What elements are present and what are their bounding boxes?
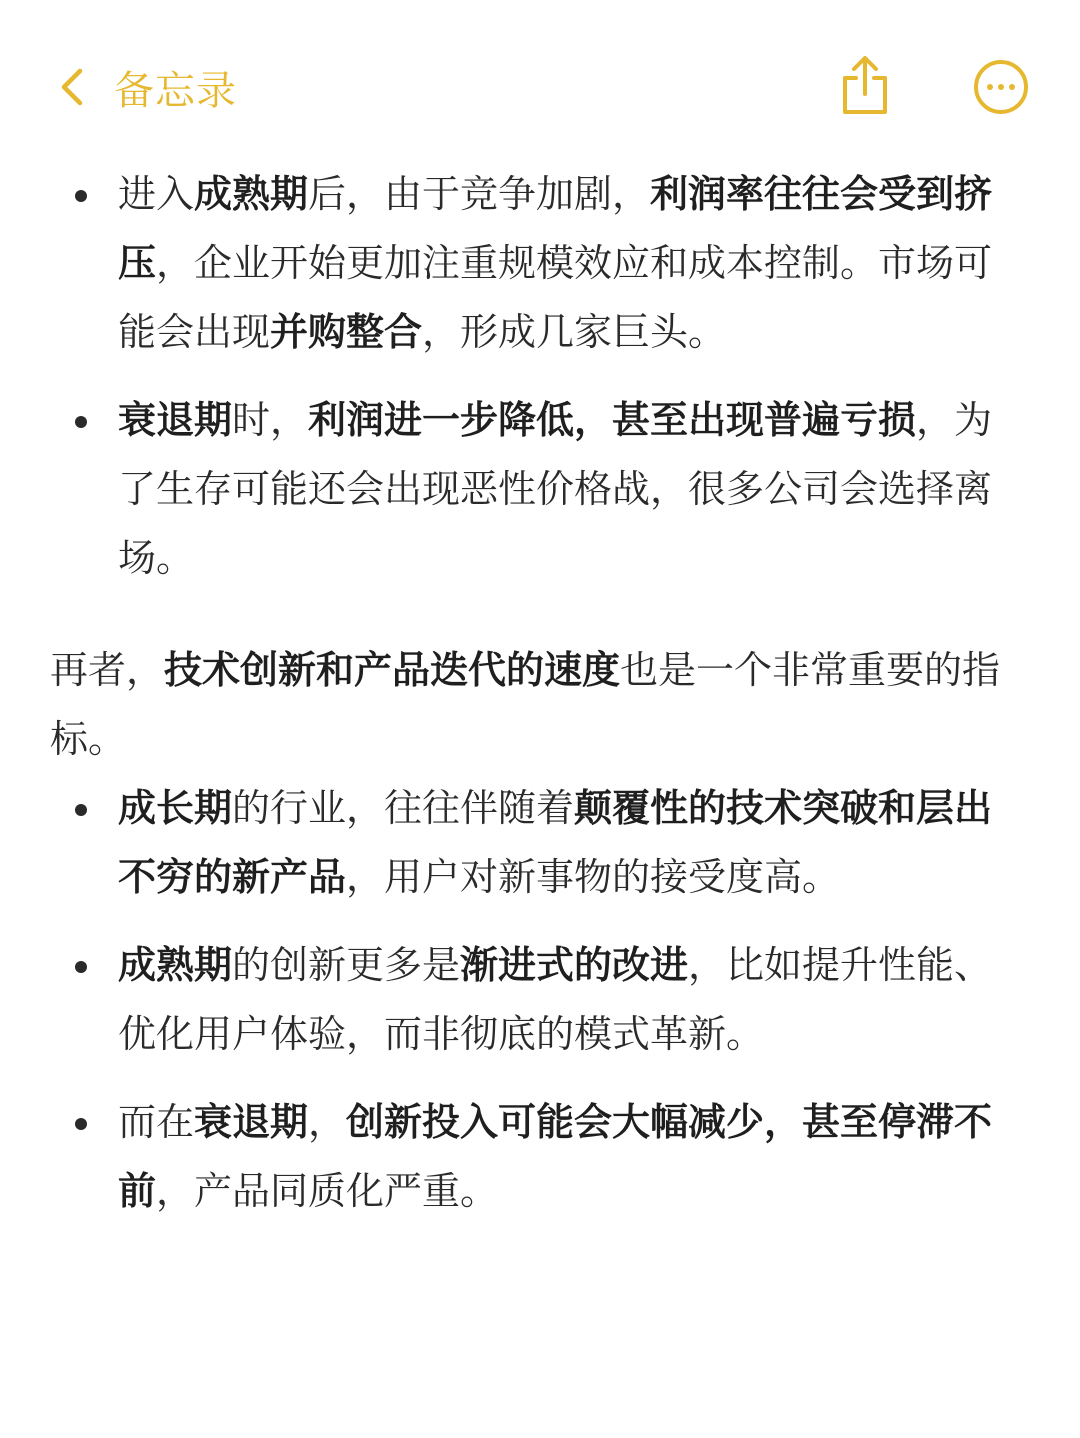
text-run: ，产品同质化严重。 bbox=[156, 1169, 499, 1213]
text-run: ，用户对新事物的接受度高。 bbox=[346, 855, 841, 899]
bold-text-run: 衰退期 bbox=[118, 398, 233, 442]
bold-text-run: 成长期 bbox=[118, 786, 233, 830]
note-body[interactable] bbox=[0, 160, 1080, 1226]
bold-text-run: 技术创新和产品迭代的速度 bbox=[164, 648, 621, 692]
paragraph-text bbox=[50, 648, 1000, 761]
list-item-text bbox=[118, 786, 992, 899]
chevron-left-icon bbox=[58, 67, 84, 107]
text-run: ，企业开始更加注重规模效应和成本控制。市场可能会出现 bbox=[118, 241, 993, 354]
text-run: 进入 bbox=[118, 172, 195, 216]
text-run: 再者， bbox=[50, 648, 165, 692]
list-item bbox=[0, 774, 1080, 912]
more-icon bbox=[972, 101, 1030, 120]
bold-text-run: 利润进一步降低，甚至出现普遍亏损 bbox=[308, 398, 917, 442]
navigation-bar bbox=[0, 0, 1080, 150]
bold-text-run: 衰退期 bbox=[194, 1100, 309, 1144]
bullet-list-profit bbox=[0, 160, 1080, 593]
bold-text-run: 创新投入可能会大幅减少，甚至停滞不前 bbox=[118, 1100, 993, 1213]
text-run: ， bbox=[308, 1100, 347, 1144]
text-run: 时， bbox=[232, 398, 309, 442]
paragraph-innovation bbox=[0, 636, 1080, 774]
list-item bbox=[0, 386, 1080, 593]
bold-text-run: 渐进式的改进 bbox=[460, 943, 689, 987]
back-label: 备忘录 bbox=[114, 67, 237, 114]
bold-text-run: 成熟期 bbox=[194, 172, 309, 216]
text-run: 而在 bbox=[118, 1100, 195, 1144]
text-run: ，为了生存可能还会出现恶性价格战，很多公司会选择离场。 bbox=[118, 398, 993, 580]
bullet-dot bbox=[75, 1118, 87, 1130]
bullet-dot bbox=[75, 416, 87, 428]
text-run: 的创新更多是 bbox=[232, 943, 461, 987]
bullet-dot bbox=[75, 961, 87, 973]
list-item-text bbox=[118, 398, 992, 580]
bold-text-run: 利润率往往会受到挤压 bbox=[118, 172, 993, 285]
text-run: ，比如提升性能、优化用户体验，而非彻底的模式革新。 bbox=[118, 943, 993, 1056]
share-icon bbox=[838, 101, 892, 120]
list-item bbox=[0, 931, 1080, 1069]
bold-text-run: 成熟期 bbox=[118, 943, 233, 987]
list-item bbox=[0, 160, 1080, 367]
text-run: 的行业，往往伴随着 bbox=[232, 786, 575, 830]
list-item-text bbox=[118, 172, 992, 354]
bold-text-run: 并购整合 bbox=[270, 310, 423, 354]
more-options-button[interactable] bbox=[972, 58, 1030, 116]
bullet-list-innovation bbox=[0, 774, 1080, 1226]
share-button[interactable] bbox=[838, 54, 892, 116]
bullet-dot bbox=[75, 190, 87, 202]
list-item-text bbox=[118, 1100, 992, 1213]
back-button[interactable] bbox=[58, 56, 237, 118]
text-run: 也是一个非常重要的指标。 bbox=[50, 648, 1001, 761]
text-run: ，形成几家巨头。 bbox=[422, 310, 727, 354]
list-item-text bbox=[118, 943, 992, 1056]
list-item bbox=[0, 1088, 1080, 1226]
text-run: 后，由于竞争加剧， bbox=[308, 172, 651, 216]
bullet-dot bbox=[75, 804, 87, 816]
bold-text-run: 颠覆性的技术突破和层出不穷的新产品 bbox=[118, 786, 993, 899]
